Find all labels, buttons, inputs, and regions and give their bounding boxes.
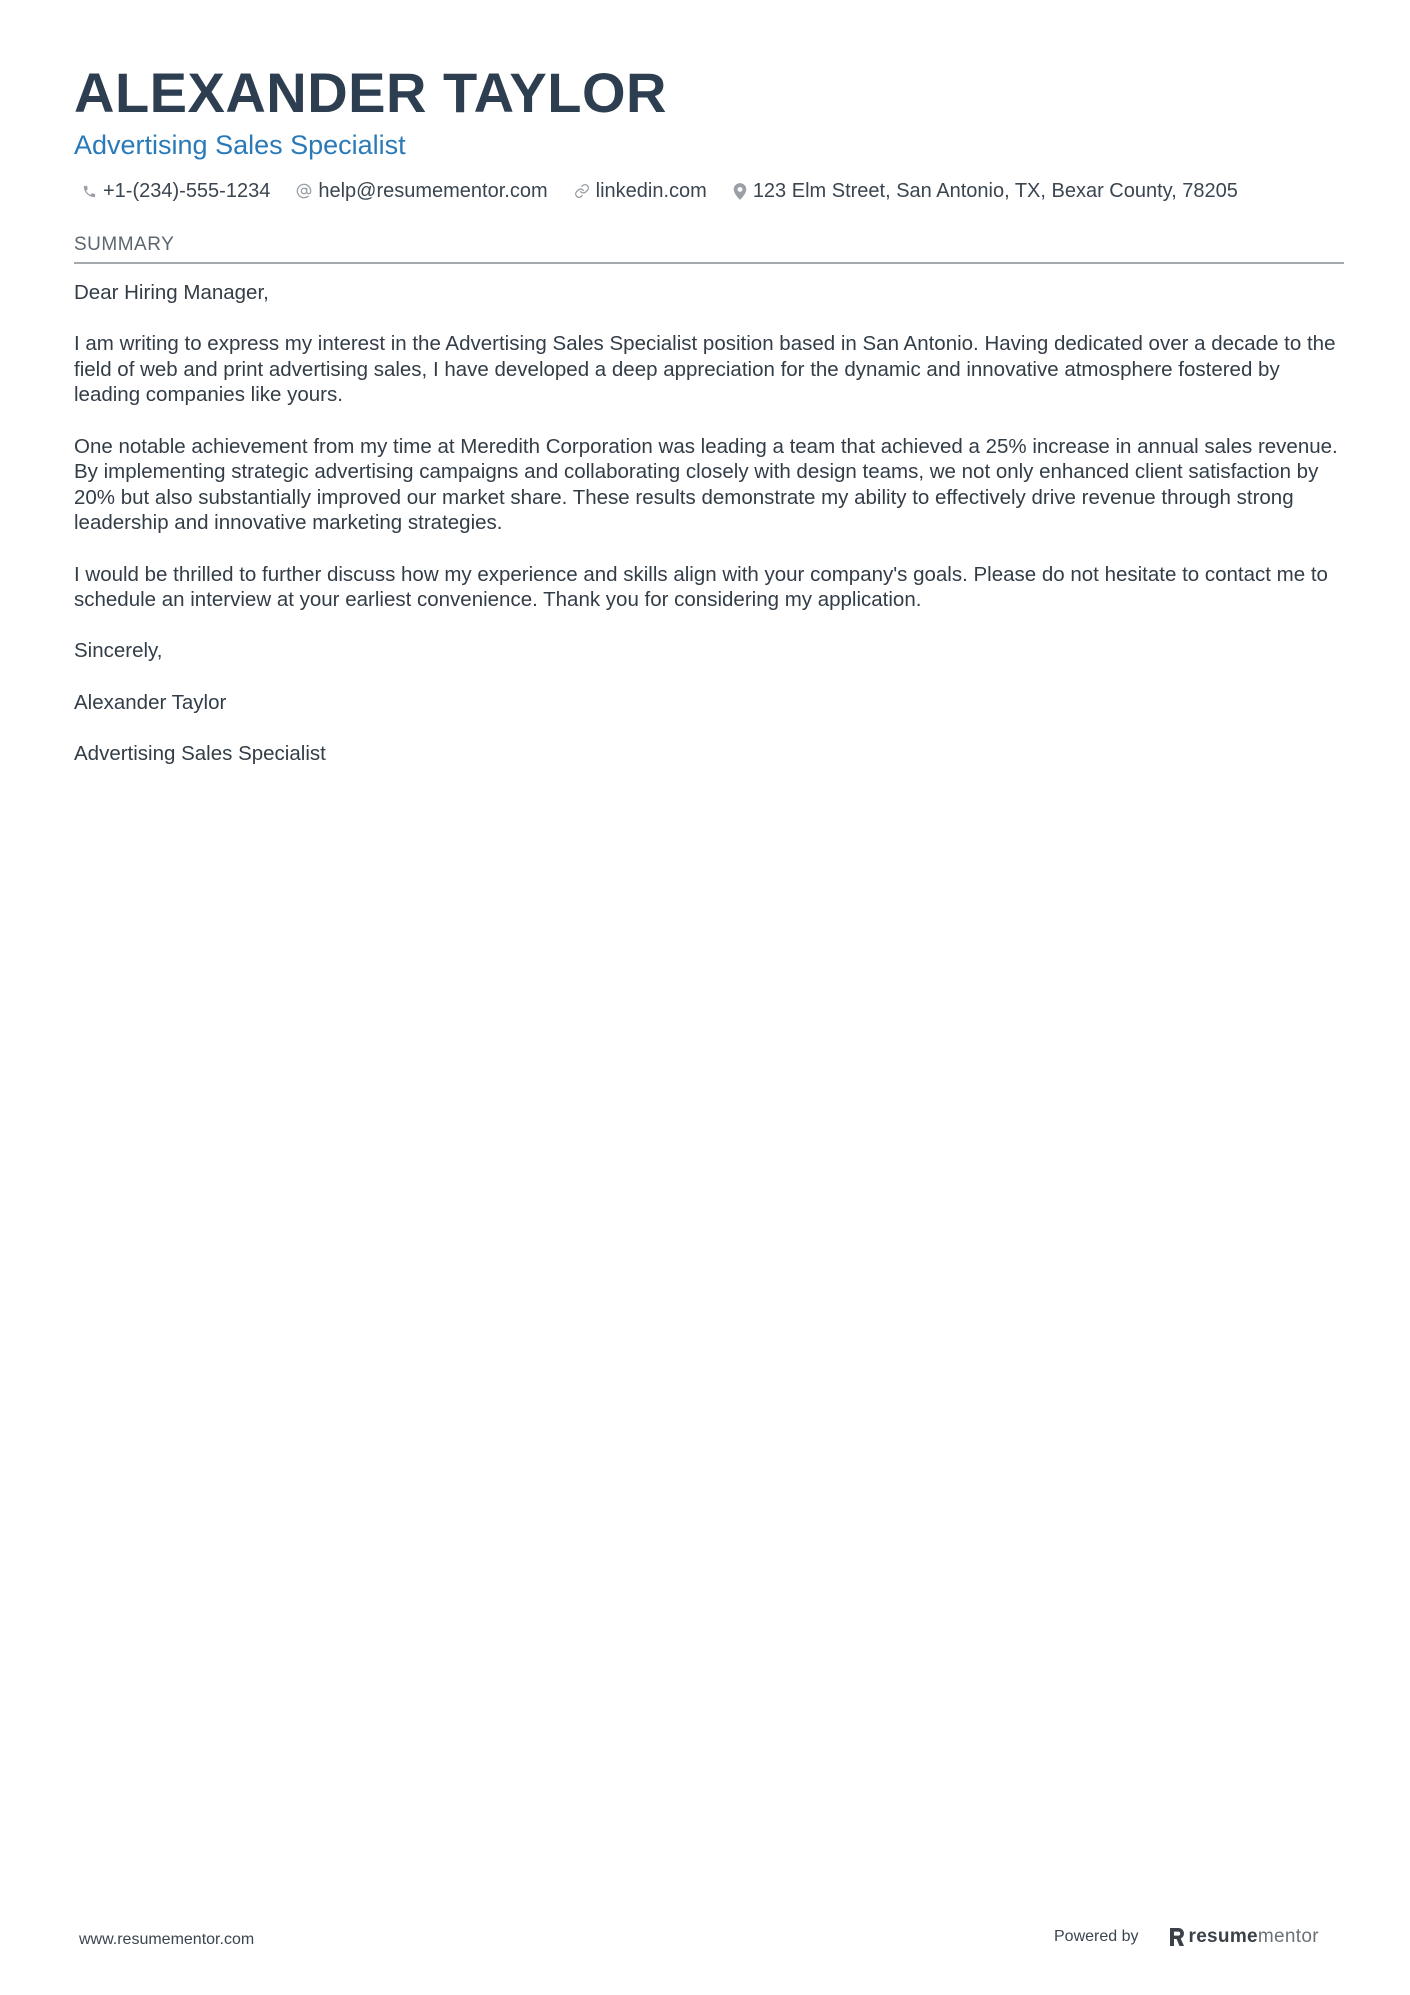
at-icon [296, 183, 312, 199]
contact-address [733, 177, 1238, 205]
contact-bar [82, 177, 1344, 205]
contact-phone [82, 177, 270, 205]
candidate-name: ALEXANDER TAYLOR [74, 61, 667, 124]
location-pin-icon [733, 183, 747, 200]
letter-closing: Sincerely, [74, 639, 163, 663]
powered-by-label: Powered by [1054, 1928, 1139, 1945]
phone-icon [82, 184, 97, 199]
letter-signature-name: Alexander Taylor [74, 690, 227, 714]
contact-website-text: linkedin.com [595, 180, 707, 202]
contact-address-text: 123 Elm Street, San Antonio, TX, Bexar County, 78205 [752, 180, 1238, 202]
contact-website [574, 177, 707, 205]
letter-salutation: Dear Hiring Manager, [74, 281, 269, 304]
cover-letter-body [74, 280, 1344, 766]
footer-branding [1054, 1924, 1319, 1950]
letter-signature-title: Advertising Sales Specialist [74, 741, 326, 765]
contact-phone-text: +1-(234)-555-1234 [103, 180, 271, 202]
brand-name-bold: resume [1188, 1926, 1258, 1947]
letter-paragraph: I would be thrilled to further discuss how my experience and skills align with your company's goals. Please do not hesitate to contact me to schedule an interview at your earliest convenience. Thank you for considering my application. [74, 562, 1328, 612]
brand-name-light: mentor [1257, 1926, 1319, 1947]
section-title-summary: SUMMARY [74, 233, 1344, 264]
contact-email-text: help@resumementor.com [318, 180, 548, 202]
letter-paragraph: I am writing to express my interest in the Advertising Sales Specialist position based in San Antonio. Having dedicated over a decade to the field of web and print advertising sales, I have developed a deep appreciation for the dynamic and innovative atmosphere fostered by leading companies like yours. [74, 332, 1336, 407]
footer-website[interactable]: www.resumementor.com [79, 1931, 255, 1948]
resumementor-logo-icon [1169, 1927, 1185, 1947]
brand-logo[interactable] [1169, 1924, 1319, 1950]
link-icon [574, 183, 590, 199]
resume-page [74, 58, 1344, 792]
candidate-title: Advertising Sales Specialist [74, 130, 406, 160]
contact-email [296, 177, 547, 205]
letter-paragraph: One notable achievement from my time at Meredith Corporation was leading a team that achieved a 25% increase in annual sales revenue. By implementing strategic advertising campaigns and collaborating closely with design teams, we not only enhanced client satisfaction by 20% but also substantially improved our market share. These results demonstrate my ability to effectively drive revenue through strong leadership and innovative marketing strategies. [74, 434, 1338, 535]
